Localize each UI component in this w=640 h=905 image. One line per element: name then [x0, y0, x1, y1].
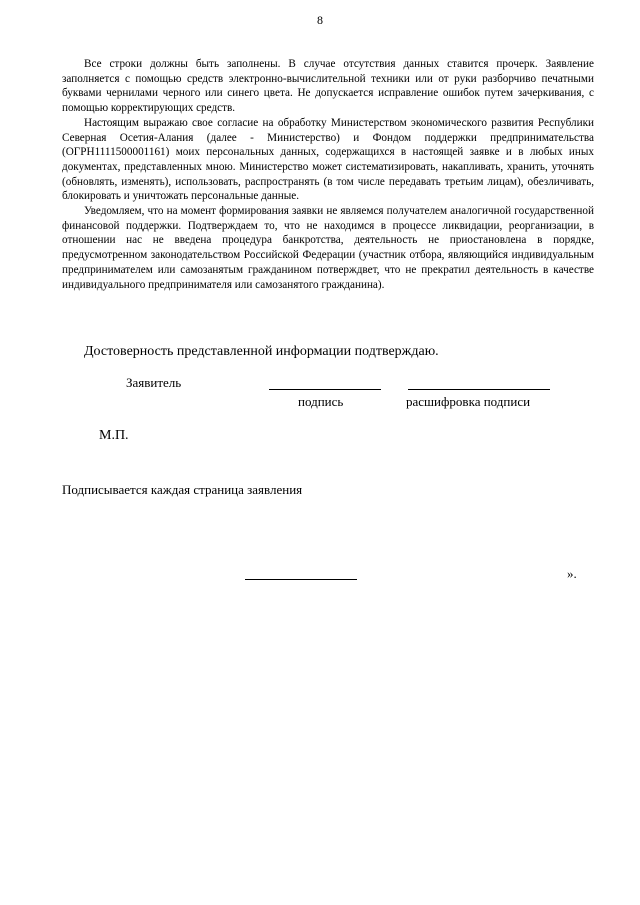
signature-line	[269, 389, 381, 390]
paragraph-consent: Настоящим выражаю свое согласие на обработку Министерством экономического развития Республики Северная Осетия-Алания (далее - Министерство) и Фондом поддержки предпринимательства (ОГРН1111500001161) моих персональных данных, содержащихся в настоящей заявке и в любых иных документах, представленных мною. Министерство может систематизировать, накапливать, хранить, уточнять (обновлять, изменять), использовать, распространять (в том числе передавать третьим лицам), обезличивать, блокировать и уничтожать персональные данные.	[62, 116, 594, 203]
bottom-blank-line	[245, 579, 357, 580]
page-signing-note: Подписывается каждая страница заявления	[62, 482, 303, 497]
paragraph-notification: Уведомляем, что на момент формирования заявки не являемся получателем аналогичной государственной финансовой поддержки. Подтверждаем то, что не находимся в процессе ликвидации, реорганизации, в отношении нас не введена процедура банкротства, деятельность не приостановлена в порядке, предусмотренном законодательством Российской Федерации (участник отбора, являющийся индивидуальным предпринимателем или самозанятым гражданином потверждвет, что не прекратил деятельность в качестве индивидуального предпринимателя или самозанятого гражданина).	[62, 205, 594, 291]
applicant-label: Заявитель	[126, 375, 182, 390]
closing-quote: ».	[567, 566, 577, 581]
confirmation-statement: Достоверность представленной информации подтверждаю.	[84, 344, 439, 359]
body-text	[62, 57, 594, 292]
stamp-label: М.П.	[99, 428, 129, 443]
signature-decoding-line	[408, 389, 550, 390]
signature-caption: подпись	[298, 394, 344, 409]
signature-decoding-caption: расшифровка подписи	[406, 394, 531, 409]
page-number: 8	[317, 13, 323, 27]
paragraph-instructions: Все строки должны быть заполнены. В случае отсутствия данных ставится прочерк. Заявление заполняется с помощью средств электронно-вычислительной техники или от руки разборчиво печатными буквами чернилами черного или синего цвета. Не допускается исправление ошибок путем зачеркивания, с помощью корректирующих средств.	[62, 58, 594, 115]
